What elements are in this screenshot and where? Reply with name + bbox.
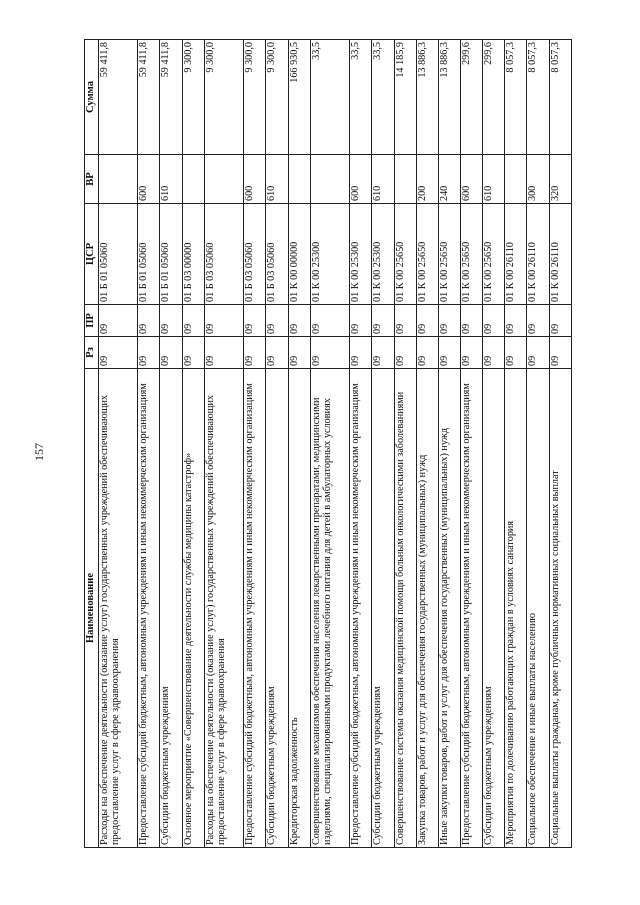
cell-rz: 09	[549, 337, 571, 369]
table-row	[98, 40, 138, 848]
cell-pr: 09	[182, 305, 204, 337]
cell-sum: 9 300,0	[244, 40, 266, 155]
cell-rz: 09	[483, 337, 505, 369]
cell-rz: 09	[288, 337, 310, 369]
cell-vr: 610	[483, 155, 505, 204]
cell-pr: 09	[372, 305, 394, 337]
cell-pr: 09	[204, 305, 244, 337]
cell-sum: 59 411,8	[98, 40, 138, 155]
cell-rz: 09	[350, 337, 372, 369]
cell-rz: 09	[394, 337, 416, 369]
table-row	[350, 40, 372, 848]
cell-rz: 09	[204, 337, 244, 369]
cell-vr: 600	[461, 155, 483, 204]
table-row	[438, 40, 460, 848]
cell-csr: 01 Б 03 05060	[266, 204, 288, 305]
cell-pr: 09	[350, 305, 372, 337]
cell-vr: 320	[549, 155, 571, 204]
cell-csr: 01 К 00 26110	[505, 204, 527, 305]
cell-sum: 9 300,0	[266, 40, 288, 155]
cell-csr: 01 К 00 25650	[461, 204, 483, 305]
cell-pr: 09	[266, 305, 288, 337]
table-row	[461, 40, 483, 848]
cell-vr: 600	[138, 155, 160, 204]
cell-csr: 01 К 00 25650	[438, 204, 460, 305]
cell-rz: 09	[160, 337, 182, 369]
cell-name: Субсидии бюджетным учреждениям	[372, 369, 394, 848]
cell-sum: 13 886,3	[438, 40, 460, 155]
cell-vr: 600	[350, 155, 372, 204]
cell-rz: 09	[372, 337, 394, 369]
cell-sum: 8 057,3	[505, 40, 527, 155]
cell-name: Мероприятия по долечиванию работающих граждан в условиях санатория	[505, 369, 527, 848]
cell-sum: 59 411,8	[160, 40, 182, 155]
cell-rz: 09	[461, 337, 483, 369]
cell-name: Предоставление субсидий бюджетным, автономным учреждениям и иным некоммерческим организациям	[461, 369, 483, 848]
cell-pr: 09	[461, 305, 483, 337]
cell-pr: 09	[416, 305, 438, 337]
cell-name: Совершенствование системы оказания медицинской помощи больным онкологическими заболеваниями	[394, 369, 416, 848]
cell-sum: 9 300,0	[182, 40, 204, 155]
cell-vr	[394, 155, 416, 204]
header-pr: ПР	[85, 305, 99, 337]
cell-sum: 8 057,3	[549, 40, 571, 155]
cell-name: Предоставление субсидий бюджетным, автономным учреждениям и иным некоммерческим организациям	[244, 369, 266, 848]
cell-csr: 01 К 00 25650	[483, 204, 505, 305]
cell-name: Кредиторская задолженность	[288, 369, 310, 848]
cell-name: Субсидии бюджетным учреждениям	[266, 369, 288, 848]
header-sum: Сумма	[85, 40, 99, 155]
cell-csr: 01 Б 01 05060	[98, 204, 138, 305]
cell-pr: 09	[160, 305, 182, 337]
table-row	[372, 40, 394, 848]
cell-pr: 09	[288, 305, 310, 337]
table-row	[244, 40, 266, 848]
header-csr: ЦСР	[85, 204, 99, 305]
cell-vr: 610	[266, 155, 288, 204]
cell-pr: 09	[310, 305, 350, 337]
cell-rz: 09	[138, 337, 160, 369]
cell-vr: 240	[438, 155, 460, 204]
cell-name: Расходы на обеспечение деятельности (оказание услуг) государственных учреждений обеспечивающих предоставление услуг в сфере здравоохранения	[204, 369, 244, 848]
cell-vr	[98, 155, 138, 204]
cell-name: Иные закупки товаров, работ и услуг для обеспечения государственных (муниципальных) нужд	[438, 369, 460, 848]
cell-rz: 09	[527, 337, 549, 369]
cell-csr: 01 К 00 25650	[416, 204, 438, 305]
cell-csr: 01 К 00 26110	[549, 204, 571, 305]
cell-name: Основное мероприятие «Совершенствование деятельности службы медицины катастроф»	[182, 369, 204, 848]
cell-name: Субсидии бюджетным учреждениям	[160, 369, 182, 848]
cell-sum: 9 300,0	[204, 40, 244, 155]
cell-rz: 09	[505, 337, 527, 369]
cell-vr: 600	[244, 155, 266, 204]
cell-rz: 09	[182, 337, 204, 369]
cell-rz: 09	[438, 337, 460, 369]
cell-csr: 01 Б 01 05060	[138, 204, 160, 305]
cell-sum: 33,5	[310, 40, 350, 155]
cell-vr	[505, 155, 527, 204]
cell-vr: 200	[416, 155, 438, 204]
budget-table	[84, 39, 572, 848]
table-row	[266, 40, 288, 848]
cell-pr: 09	[438, 305, 460, 337]
cell-csr: 01 К 00 25300	[310, 204, 350, 305]
cell-pr: 09	[549, 305, 571, 337]
header-vr: ВР	[85, 155, 99, 204]
table-body	[98, 40, 571, 848]
cell-rz: 09	[98, 337, 138, 369]
cell-name: Субсидии бюджетным учреждениям	[483, 369, 505, 848]
page-number: 157	[32, 443, 46, 461]
cell-vr	[182, 155, 204, 204]
table-row	[527, 40, 549, 848]
cell-rz: 09	[244, 337, 266, 369]
cell-csr: 01 Б 03 05060	[204, 204, 244, 305]
cell-name: Расходы на обеспечение деятельности (оказание услуг) государственных учреждений обеспечивающих предоставление услуг в сфере здравоохранения	[98, 369, 138, 848]
cell-csr: 01 К 00 26110	[527, 204, 549, 305]
cell-vr: 610	[160, 155, 182, 204]
cell-vr	[310, 155, 350, 204]
cell-csr: 01 К 00 25300	[350, 204, 372, 305]
cell-pr: 09	[244, 305, 266, 337]
cell-pr: 09	[138, 305, 160, 337]
cell-vr	[288, 155, 310, 204]
cell-name: Предоставление субсидий бюджетным, автономным учреждениям и иным некоммерческим организациям	[350, 369, 372, 848]
cell-name: Совершенствование механизмов обеспечения населения лекарственными препаратами, медицинскими изделиями, специализированными продуктами лечебного питания для детей в амбулаторных условиях	[310, 369, 350, 848]
cell-rz: 09	[416, 337, 438, 369]
cell-name: Социальные выплаты гражданам, кроме публичных нормативных социальных выплат	[549, 369, 571, 848]
table-row	[182, 40, 204, 848]
rotated-table-area	[84, 42, 572, 848]
table-row	[204, 40, 244, 848]
cell-sum: 14 185,9	[394, 40, 416, 155]
table-row	[416, 40, 438, 848]
cell-pr: 09	[527, 305, 549, 337]
cell-csr: 01 Б 01 05060	[160, 204, 182, 305]
cell-sum: 59 411,8	[138, 40, 160, 155]
cell-vr: 300	[527, 155, 549, 204]
cell-sum: 299,6	[461, 40, 483, 155]
cell-name: Закупка товаров, работ и услуг для обеспечения государственных (муниципальных) нужд	[416, 369, 438, 848]
cell-csr: 01 К 00 25300	[372, 204, 394, 305]
cell-sum: 166 930,5	[288, 40, 310, 155]
table-row	[483, 40, 505, 848]
cell-csr: 01 Б 03 00000	[182, 204, 204, 305]
table-row	[549, 40, 571, 848]
cell-vr	[204, 155, 244, 204]
cell-sum: 13 886,3	[416, 40, 438, 155]
header-name: Наименование	[85, 369, 99, 848]
cell-rz: 09	[266, 337, 288, 369]
cell-pr: 09	[394, 305, 416, 337]
cell-sum: 33,5	[372, 40, 394, 155]
table-row	[394, 40, 416, 848]
cell-pr: 09	[483, 305, 505, 337]
cell-sum: 33,5	[350, 40, 372, 155]
table-row	[138, 40, 160, 848]
cell-vr: 610	[372, 155, 394, 204]
header-rz: Рз	[85, 337, 99, 369]
cell-sum: 299,6	[483, 40, 505, 155]
cell-name: Предоставление субсидий бюджетным, автономным учреждениям и иным некоммерческим организациям	[138, 369, 160, 848]
table-row	[310, 40, 350, 848]
table-row	[505, 40, 527, 848]
cell-sum: 8 057,3	[527, 40, 549, 155]
cell-csr: 01 К 00 00000	[288, 204, 310, 305]
cell-rz: 09	[310, 337, 350, 369]
cell-csr: 01 Б 03 05060	[244, 204, 266, 305]
cell-pr: 09	[98, 305, 138, 337]
table-row	[160, 40, 182, 848]
table-header-row	[85, 40, 99, 848]
cell-pr: 09	[505, 305, 527, 337]
cell-csr: 01 К 00 25650	[394, 204, 416, 305]
table-row	[288, 40, 310, 848]
cell-name: Социальное обеспечение и иные выплаты населению	[527, 369, 549, 848]
